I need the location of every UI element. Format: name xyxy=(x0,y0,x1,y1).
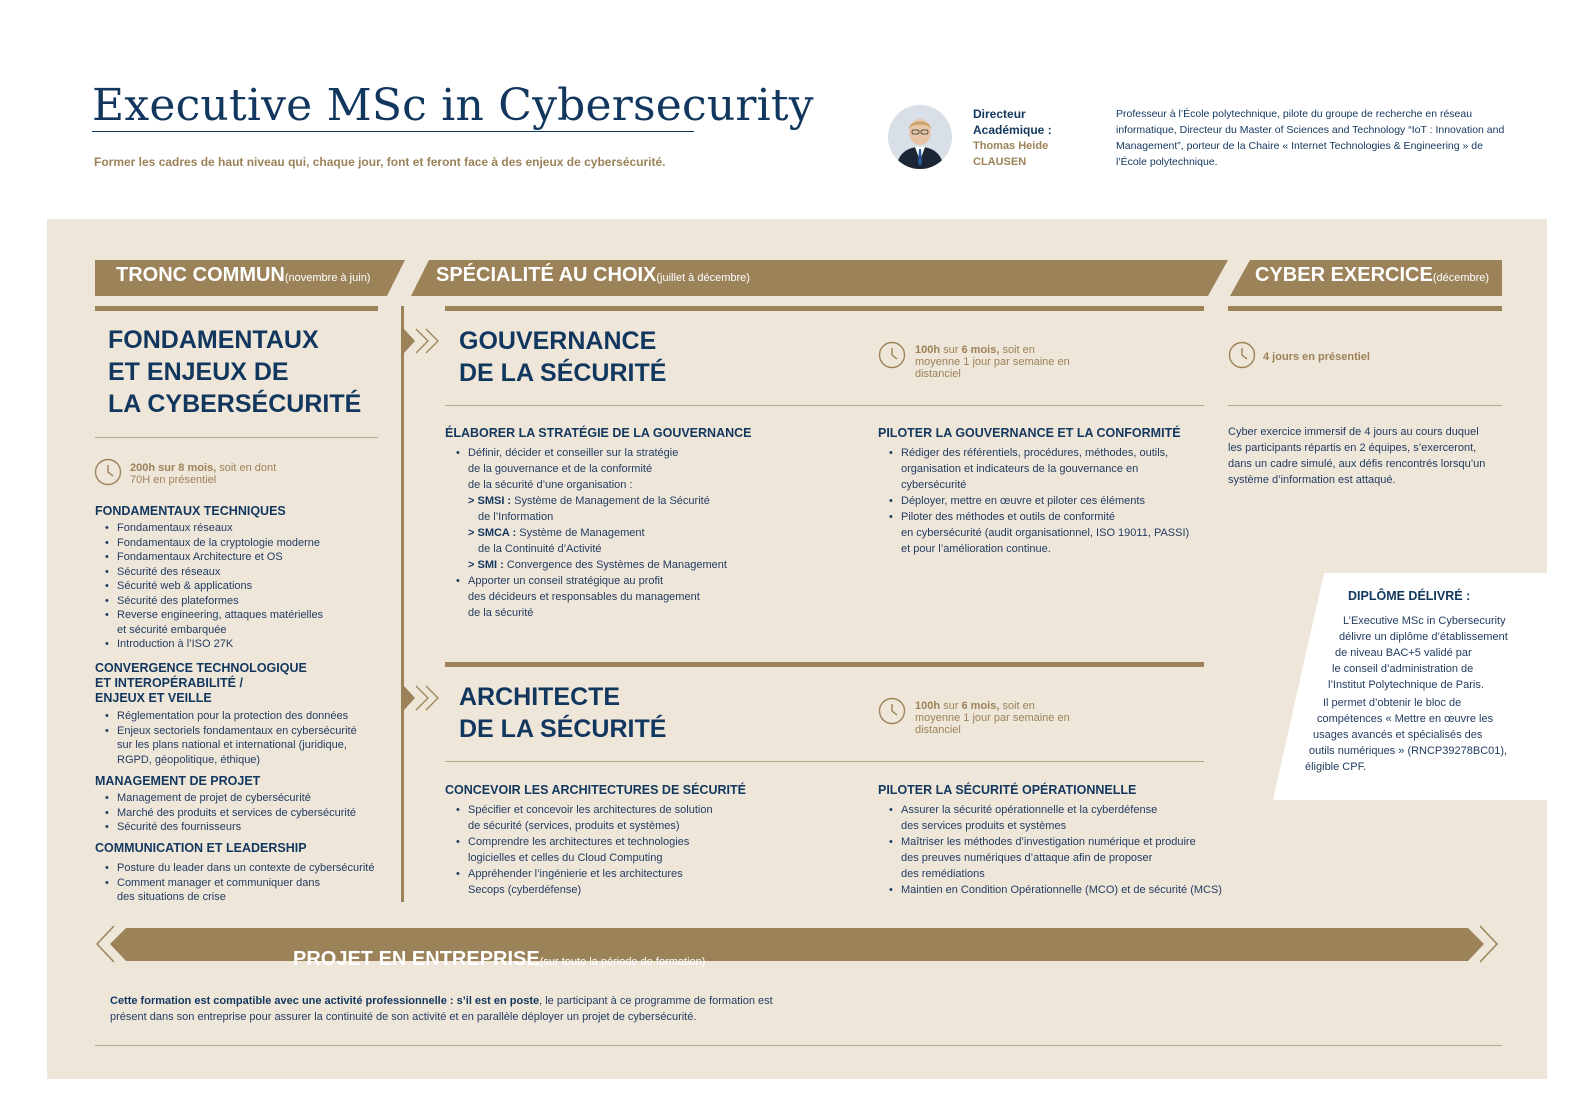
cyber-description: Cyber exercice immersif de 4 jours au cours duquel les participants répartis en 2 équipes, s’exerceront, dans un cadre simulé, aux défis rencontrés lorsqu’un système d’information est attaqué. xyxy=(1228,426,1486,486)
archi-title: ARCHITECTE DE LA SÉCURITÉ xyxy=(459,683,667,743)
director-name-line2: CLAUSEN xyxy=(973,156,1027,168)
archi-chevron-icon xyxy=(404,686,415,710)
archi-top-rule xyxy=(445,662,1204,667)
cyber-top-rule xyxy=(1228,306,1502,311)
director-role-line1: Directeur xyxy=(973,107,1026,121)
cyber-divider xyxy=(1228,405,1502,406)
list-item: • Apporter un conseil stratégique au profit des décideurs et responsables du management de la sécurité xyxy=(456,573,727,621)
bottom-rule xyxy=(95,1045,1502,1046)
gouv-left-list xyxy=(456,445,727,621)
clock-icon xyxy=(1228,341,1256,369)
tronc-list-management xyxy=(105,791,356,835)
diploma-text-1: L’Executive MSc in Cybersecurity délivre un diplôme d’établissement de niveau BAC+5 validé par le conseil d’administration de l’Institut Polytechnique de Paris. xyxy=(1328,615,1508,691)
tronc-section-heading: MANAGEMENT DE PROJET xyxy=(95,774,261,788)
list-item: • Posture du leader dans un contexte de cybersécurité xyxy=(105,861,374,876)
specialite-band-label: SPÉCIALITÉ AU CHOIX(juillet à décembre) xyxy=(436,264,750,286)
list-item: • Enjeux sectoriels fondamentaux en cybersécurité sur les plans national et international (juridique, RGPD, géopolitique, éthique) xyxy=(105,724,357,768)
vertical-divider xyxy=(401,306,404,902)
list-item: • Fondamentaux de la cryptologie moderne xyxy=(105,536,323,551)
tronc-list-communication xyxy=(105,861,374,905)
archi-divider xyxy=(445,761,1204,762)
list-item: • Sécurité des réseaux xyxy=(105,565,323,580)
page-subtitle: Former les cadres de haut niveau qui, chaque jour, font et feront face à des enjeux de cybersécurité. xyxy=(94,155,666,169)
tronc-section-heading: COMMUNICATION ET LEADERSHIP xyxy=(95,841,307,855)
list-item: • Introduction à l’ISO 27K xyxy=(105,637,323,652)
gouv-title: GOUVERNANCE DE LA SÉCURITÉ xyxy=(459,327,667,387)
gouv-divider xyxy=(445,405,1204,406)
archi-duration: 100h sur 6 mois, soit en moyenne 1 jour par semaine en distanciel xyxy=(915,700,1070,736)
cyber-duration: 4 jours en présentiel xyxy=(1263,351,1370,363)
clock-icon xyxy=(878,341,906,369)
list-item: • Piloter des méthodes et outils de conformité en cybersécurité (audit organisationnel, ISO 19011, PASSI) et pour l’amélioration continue. xyxy=(889,509,1189,557)
list-item: • Maîtriser les méthodes d’investigation numérique et produire des preuves numériques d’attaque afin de proposer des remédiations xyxy=(889,834,1222,882)
list-item: • Assurer la sécurité opérationnelle et la cyberdéfense des services produits et systèmes xyxy=(889,802,1222,834)
diploma-card xyxy=(1273,573,1547,800)
list-item: • Maintien en Condition Opérationnelle (MCO) et de sécurité (MCS) xyxy=(889,882,1222,898)
list-item: • Déployer, mettre en œuvre et piloter ces éléments xyxy=(889,493,1189,509)
archi-left-heading: CONCEVOIR LES ARCHITECTURES DE SÉCURITÉ xyxy=(445,783,746,797)
tronc-list-fondamentaux xyxy=(105,521,323,652)
director-role-line2: Académique : xyxy=(973,123,1052,137)
diploma-heading: DIPLÔME DÉLIVRÉ : xyxy=(1348,589,1471,603)
projet-description: Cette formation est compatible avec une activité professionnelle : s’il est en poste, le participant à ce programme de formation est présent dans son entreprise pour assurer la continuité de son activité et en parallèle déployer un projet de cybersécurité. xyxy=(110,995,773,1023)
list-item: • Fondamentaux Architecture et OS xyxy=(105,550,323,565)
tronc-top-rule xyxy=(95,306,378,311)
list-item: • Comment manager et communiquer dans des situations de crise xyxy=(105,876,374,905)
list-item: • Management de projet de cybersécurité xyxy=(105,791,356,806)
gouv-chevron-icon xyxy=(404,329,415,353)
list-item: • Sécurité web & applications xyxy=(105,579,323,594)
gouv-right-list xyxy=(889,445,1189,557)
list-item: • Marché des produits et services de cybersécurité xyxy=(105,806,356,821)
projet-band-label: PROJET EN ENTREPRISE(sur toute la période de formation) xyxy=(293,948,706,970)
gouv-duration: 100h sur 6 mois, soit en moyenne 1 jour par semaine en distanciel xyxy=(915,344,1070,380)
tronc-duration: 200h sur 8 mois, soit en dont 70H en présentiel xyxy=(130,462,277,486)
list-item: • Appréhender l’ingénierie et les architectures Secops (cyberdéfense) xyxy=(456,866,713,898)
archi-left-list xyxy=(456,802,713,898)
tronc-title: FONDAMENTAUX ET ENJEUX DE LA CYBERSÉCURITÉ xyxy=(108,326,362,418)
tronc-section-heading: CONVERGENCE TECHNOLOGIQUE ET INTEROPÉRABILITÉ / ENJEUX ET VEILLE xyxy=(95,661,307,705)
list-item: • Sécurité des plateformes xyxy=(105,594,323,609)
list-item: • Définir, décider et conseiller sur la stratégie de la gouvernance et de la conformité de la sécurité d’une organisation : > SMSI : Système de Management de la Sécurité de l’Information > SMCA : Système de Management de la Continuité d’Activité > SMI : Convergence des Systèmes de Management xyxy=(456,445,727,573)
list-item: • Comprendre les architectures et technologies logicielles et celles du Cloud Computing xyxy=(456,834,713,866)
gouv-right-heading: PILOTER LA GOUVERNANCE ET LA CONFORMITÉ xyxy=(878,426,1181,440)
tronc-list-convergence xyxy=(105,709,357,767)
list-item: • Fondamentaux réseaux xyxy=(105,521,323,536)
list-item: • Spécifier et concevoir les architectures de solution de sécurité (services, produits et systèmes) xyxy=(456,802,713,834)
page-title: Executive MSc in Cybersecurity xyxy=(92,80,814,131)
gouv-left-heading: ÉLABORER LA STRATÉGIE DE LA GOUVERNANCE xyxy=(445,426,752,440)
clock-icon xyxy=(878,697,906,725)
archi-right-list xyxy=(889,802,1222,898)
list-item: • Reverse engineering, attaques matérielles et sécurité embarquée xyxy=(105,608,323,637)
tronc-divider xyxy=(95,437,378,438)
director-name-line1: Thomas Heide xyxy=(973,140,1049,152)
diploma-text-2: Il permet d’obtenir le bloc de compétences « Mettre en œuvre les usages avancés et spécialisés des outils numériques » (RNCP39278BC01), éligible CPF. xyxy=(1305,697,1508,773)
director-bio: Professeur à l’École polytechnique, pilote du groupe de recherche en réseau informatique, Directeur du Master of Sciences and Technology “IoT : Innovation and Management”, porteur de la Chaire « Internet Technologies & Engineering » de l’École polytechnique. xyxy=(1116,108,1505,168)
tronc-band-label: TRONC COMMUN(novembre à juin) xyxy=(116,264,371,286)
list-item: • Rédiger des référentiels, procédures, méthodes, outils, organisation et indicateurs de la gouvernance en cybersécurité xyxy=(889,445,1189,493)
tronc-section-heading: FONDAMENTAUX TECHNIQUES xyxy=(95,504,286,518)
gouv-top-rule xyxy=(445,306,1204,311)
clock-icon xyxy=(94,458,122,486)
cyber-band-label: CYBER EXERCICE(décembre) xyxy=(1255,264,1490,286)
list-item: • Réglementation pour la protection des données xyxy=(105,709,357,724)
list-item: • Sécurité des fournisseurs xyxy=(105,820,356,835)
archi-right-heading: PILOTER LA SÉCURITÉ OPÉRATIONNELLE xyxy=(878,783,1137,797)
